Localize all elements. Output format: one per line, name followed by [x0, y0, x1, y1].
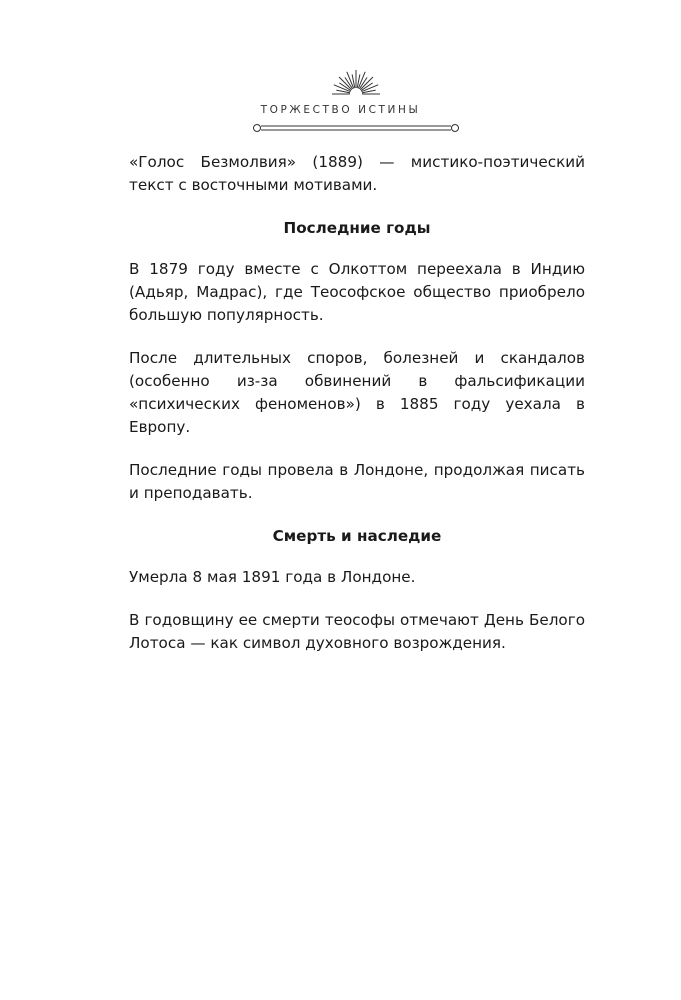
paragraph: После длительных споров, болезней и скандалов (особенно из-за обвинений в фальсификации «психических феноменов») в 1885 году уехала в Европу.	[129, 349, 585, 436]
page-content	[129, 151, 585, 675]
paragraph: Умерла 8 мая 1891 года в Лондоне.	[129, 568, 416, 586]
section-heading: Смерть и наследие	[272, 527, 442, 545]
section-heading: Последние годы	[283, 219, 431, 237]
running-title: ТОРЖЕСТВО ИСТИНЫ	[260, 104, 421, 116]
paragraph: Последние годы провела в Лондоне, продолжая писать и преподавать.	[129, 461, 585, 502]
sunburst-icon	[330, 66, 382, 96]
header-rule	[252, 122, 460, 134]
paragraph: В 1879 году вместе с Олкоттом переехала в Индию (Адьяр, Мадрас), где Теософское общество приобрело большую популярность.	[129, 260, 585, 324]
paragraph: «Голос Безмолвия» (1889) — мистико-поэтический текст с восточными мотивами.	[129, 153, 585, 194]
paragraph: В годовщину ее смерти теософы отмечают День Белого Лотоса — как символ духовного возрождения.	[129, 611, 585, 652]
page-header	[0, 66, 681, 136]
